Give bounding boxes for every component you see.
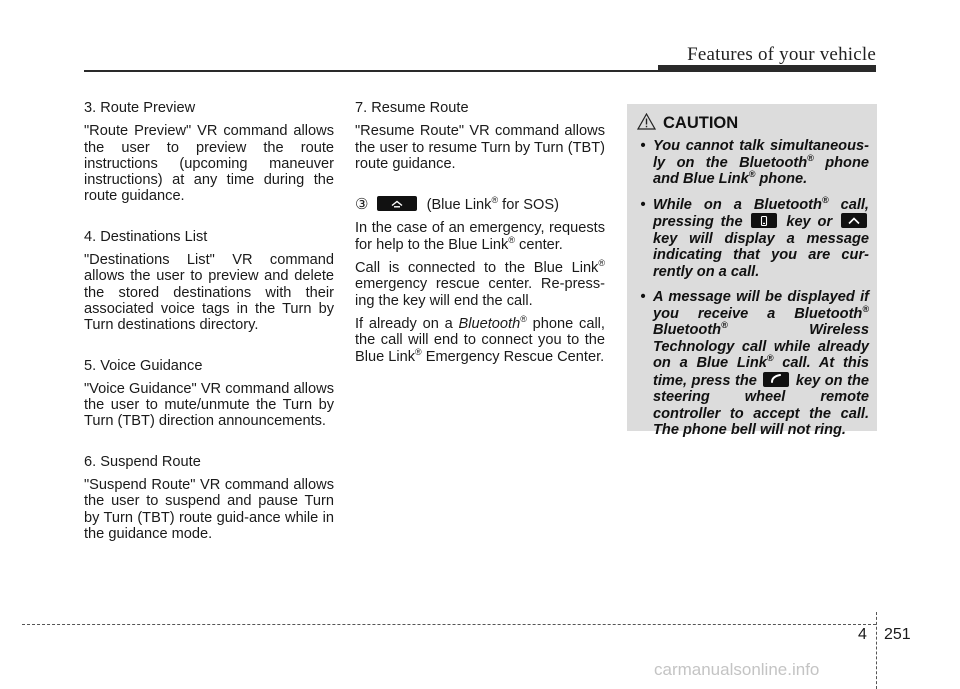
caution-item-1: • You cannot talk simultaneous-ly on the Bluetooth® phone and Blue Link® phone.: [640, 138, 869, 187]
sos-callout-number: ③: [355, 196, 369, 214]
left-column: [84, 100, 334, 542]
destinations-list-body: "Destinations List" VR command allows the user to preview and delete the stored destinations with their associated voice tags in the Turn by Turn destinations directory.: [84, 252, 334, 334]
caution-item-2: • While on a Bluetooth® call, pressing the key or key will display a message indicating that you are cur-rently on a call.: [640, 194, 869, 280]
route-preview-body: "Route Preview" VR command allows the user to preview the route instructions (upcoming maneuver instructions) at any time during the route guidance.: [84, 123, 334, 205]
warning-triangle-icon: [637, 113, 656, 130]
destinations-list-heading: 4. Destinations List: [84, 228, 208, 245]
caution-box: [627, 104, 877, 438]
caution-item-3: • A message will be displayed if you receive a Bluetooth® Bluetooth® Wireless Technology call while already on a Blue Link® call. At this time, press the key on the steering wheel remote controller to accept the call. The phone bell will not ring.: [640, 289, 869, 438]
caution-list: [633, 138, 869, 448]
phone-button-icon: [751, 213, 777, 228]
caution-title: CAUTION: [637, 113, 738, 133]
voice-guidance-heading: 5. Voice Guidance: [84, 357, 203, 374]
footer-rule: [22, 624, 876, 625]
suspend-route-heading: 6. Suspend Route: [84, 453, 201, 470]
chapter-number: 4: [858, 626, 867, 643]
suspend-route-body: "Suspend Route" VR command allows the user to suspend and pause Turn by Turn (TBT) route guid-ance while in the guidance mode.: [84, 477, 334, 542]
sos-paragraph-3: If already on a Bluetooth® phone call, the call will end to connect you to the Blue Link® Emergency Rescue Center.: [355, 314, 605, 365]
voice-guidance-body: "Voice Guidance" VR command allows the user to mute/unmute the Turn by Turn (TBT) direction announcements.: [84, 380, 334, 430]
footer-divider: [876, 612, 877, 689]
sos-paragraph-2: Call is connected to the Blue Link® emergency rescue center. Re-press-ing the key will end the call.: [355, 258, 605, 309]
sos-key-label: ③ (Blue Link® for SOS): [355, 195, 559, 214]
right-column: [355, 100, 605, 365]
resume-route-heading: 7. Resume Route: [355, 100, 469, 116]
phone-call-button-icon: [763, 372, 789, 387]
route-preview-heading: 3. Route Preview: [84, 100, 196, 116]
resume-route-body: "Resume Route" VR command allows the user to resume Turn by Turn (TBT) route guidance.: [355, 123, 605, 172]
header-rule-accent: [658, 65, 876, 72]
watermark: carmanualsonline.info: [654, 660, 820, 679]
call-end-button-icon: [841, 213, 867, 228]
sos-button-icon: [377, 196, 417, 211]
sos-paragraph-1: In the case of an emergency, requests for help to the Blue Link® center.: [355, 220, 605, 253]
section-title: Features of your vehicle: [687, 44, 876, 65]
page-number: 251: [884, 626, 911, 643]
